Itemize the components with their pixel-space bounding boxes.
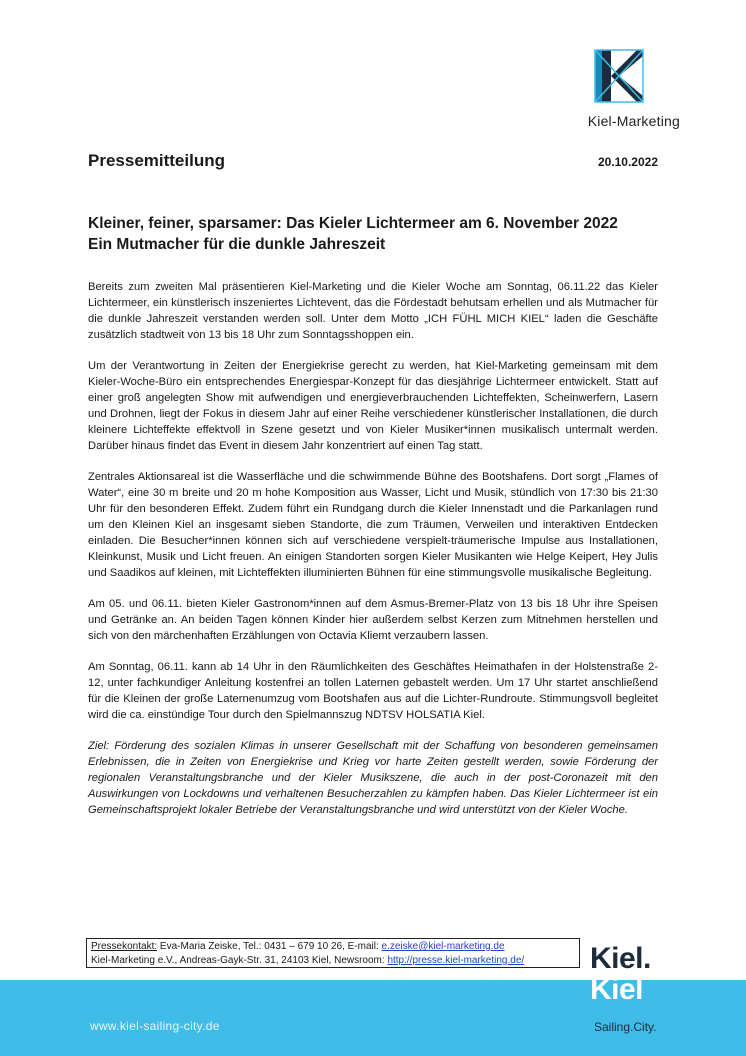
document-header	[88, 151, 658, 175]
kiel-logo-bottom: Kiel	[590, 973, 644, 1006]
paragraph-goal: Ziel: Förderung des sozialen Klimas in unserer Gesellschaft mit der Schaffung von besonderen gemeinsamen Erlebnissen, die in Zeiten von Energiekrise und Krieg vor harte Zeiten gestellt werden, sowie Förderung der regionalen Veranstaltungsbranche und der Kieler Musikszene, die auch in der post-Coronazeit mit den Auswirkungen von Lockdowns und verhaltenen Besucherzahlen zu kämpfen haben. Das Kieler Lichtermeer ist ein Gemeinschaftsprojekt lokaler Betriebe der Veranstaltungsbranche und wird unterstützt von der Kieler Woche.	[88, 740, 658, 816]
paragraph: Bereits zum zweiten Mal präsentieren Kiel-Marketing und die Kieler Woche am Sonntag, 06.11.22 das Kieler Lichtermeer, ein künstlerisch inszeniertes Lichtevent, das die Fördestadt behutsam erhellen und als Mutmacher für die dunkle Jahreszeit verstanden werden soll. Unter dem Motto „ICH FÜHL MICH KIEL“ laden die Geschäfte zusätzlich stadtweit von 13 bis 18 Uhr zum Sonntagsshoppen ein.	[88, 281, 658, 341]
body-text	[88, 279, 658, 833]
headline-line-1: Kleiner, feiner, sparsamer: Das Kieler Lichtermeer am 6. November 2022	[88, 215, 618, 232]
newsroom-link[interactable]: http://presse.kiel-marketing.de/	[387, 955, 525, 966]
document-date: 20.10.2022	[597, 155, 658, 169]
contact-line-2	[91, 954, 575, 968]
kiel-logo-top: Kiel.	[590, 942, 651, 975]
contact-line-1	[91, 940, 575, 954]
paragraph: Am Sonntag, 06.11. kann ab 14 Uhr in den Räumlichkeiten des Geschäftes Heimathafen in der Holstenstraße 2-12, unter fachkundiger Anleitung kostenfrei an tollen Laternen gebastelt werden. Um 17 Uhr startet anschließend für die Kleinen der große Laternenumzug vom Bootshafen aus auf die Lichter-Rundroute. Stimmungsvoll begleitet wird die ca. einstündige Tour durch den Spielmannszug NDTSV HOLSATIA Kiel.	[88, 661, 658, 721]
paragraph: Am 05. und 06.11. bieten Kieler Gastronom*innen auf dem Asmus-Bremer-Platz von 13 bis 18 Uhr ihre Speisen und Getränke an. An beiden Tagen können Kinder hier außerdem selbst Kerzen zum Mitnehmen herstellen und sich von den märchenhaften Erzählungen von Octavia Kliemt verzaubern lassen.	[88, 598, 658, 642]
paragraph: Um der Verantwortung in Zeiten der Energiekrise gerecht zu werden, hat Kiel-Marketing gemeinsam mit dem Kieler-Woche-Büro ein entsprechendes Energiespar-Konzept für das diesjährige Lichtermeer entwickelt. Statt auf einer groß angelegten Show mit aufwendigen und energieverbrauchenden Lichteffekten, Scheinwerfern, Lasern und Drohnen, liegt der Fokus in diesem Jahr auf einer Reihe verschiedener künstlerischer Installationen, die durch kleinere Lichteffekte effektvoll in Szene gesetzt und von Kieler Musiker*innen musikalisch untermalt werden. Darüber hinaus findet das Event in diesem Jahr konzentriert auf einen Tag statt.	[88, 360, 658, 452]
headline-line-2: Ein Mutmacher für die dunkle Jahreszeit	[88, 236, 386, 253]
contact-email-link[interactable]: e.zeiske@kiel-marketing.de	[381, 941, 505, 952]
slogan: Sailing.City.	[594, 1020, 657, 1034]
logo-brand-name: Kiel-Marketing	[587, 113, 680, 129]
contact-address: Kiel-Marketing e.V., Andreas-Gayk-Str. 31, 24103 Kiel, Newsroom:	[91, 955, 388, 966]
kiel-marketing-logo-icon	[590, 48, 670, 104]
contact-details: Eva-Maria Zeiske, Tel.: 0431 – 679 10 26, E-mail:	[157, 941, 382, 952]
paragraph: Zentrales Aktionsareal ist die Wasserfläche und die schwimmende Bühne des Bootshafens. Dort sorgt „Flames of Water“, eine 30 m breite und 20 m hohe Komposition aus Wasser, Licht und Musik, stündlich von 17:30 bis 21:30 Uhr für den besonderen Effekt. Zudem führt ein Rundgang durch die Kieler Innenstadt und die Parkanlagen rund um den Kleinen Kiel an insgesamt sieben Standorte, die zum Träumen, Verweilen und interaktiven Entdecken einladen. Die Besucher*innen können sich auf verschiedene verspielt-träumerische Impulse aus Installationen, Kleinkunst, Musik und Licht freuen. An einigen Standorten sorgen Kieler Musikanten wie Helge Keipert, Hey Julis und Saadikos auf kleinen, mit Lichteffekten illuminierten Bühnen für eine stimmungsvolle musikalische Begleitung.	[88, 471, 658, 579]
headline	[88, 213, 658, 255]
contact-label: Pressekontakt:	[91, 941, 158, 952]
footer-url: www.kiel-sailing-city.de	[90, 1019, 220, 1033]
press-contact-box	[86, 938, 580, 968]
document-type-title: Pressemitteilung	[88, 151, 225, 170]
